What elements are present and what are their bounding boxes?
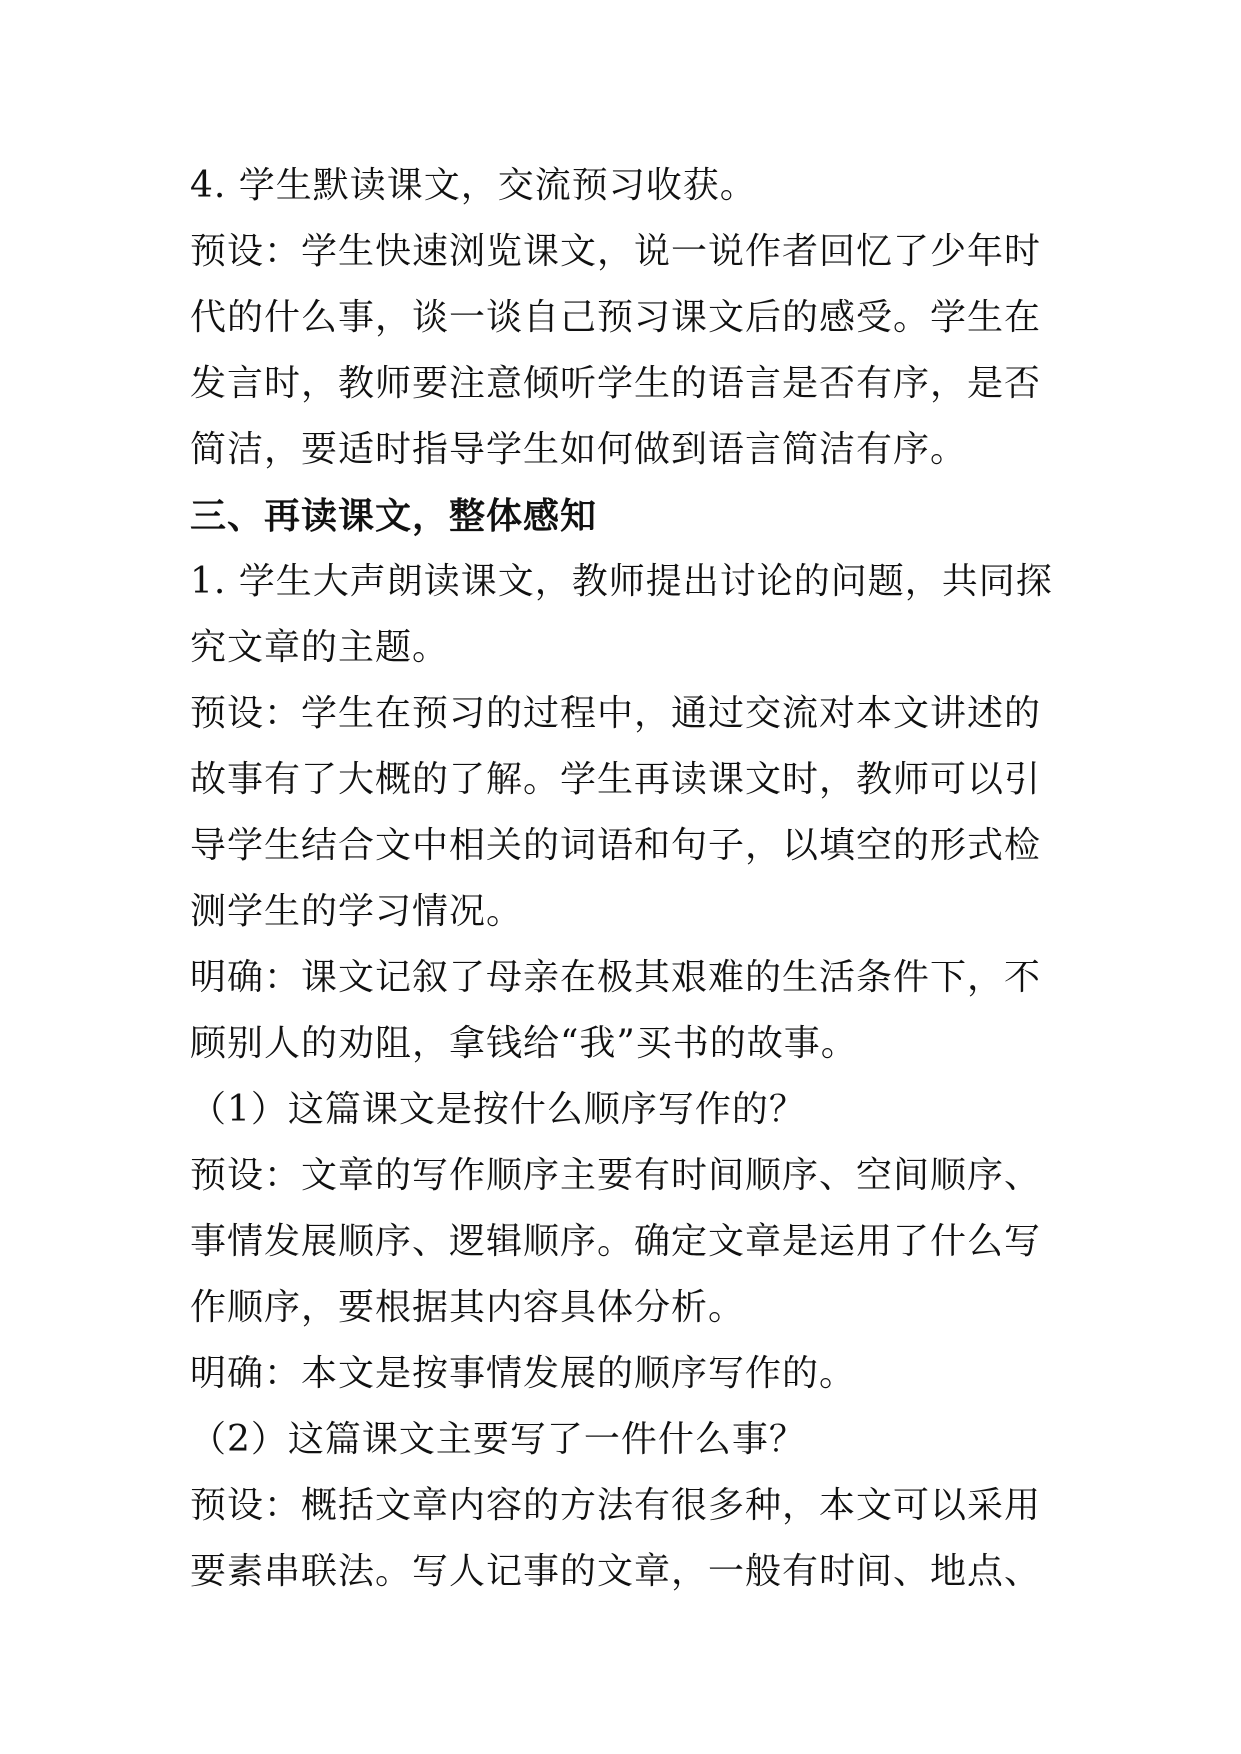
text-line: 预设：概括文章内容的方法有很多种，本文可以采用: [190, 1485, 1042, 1526]
text-line: 究文章的主题。: [190, 627, 450, 668]
text-line: （2）这篇课文主要写了一件什么事？: [190, 1419, 806, 1460]
text-line: 测学生的学习情况。: [190, 891, 524, 932]
section-heading: 三、再读课文，整体感知: [190, 495, 598, 537]
text-line: 明确：本文是按事情发展的顺序写作的。: [190, 1353, 857, 1394]
text-line: 代的什么事，谈一谈自己预习课文后的感受。学生在: [190, 297, 1042, 338]
text-line: 预设：学生在预习的过程中，通过交流对本文讲述的: [190, 693, 1042, 734]
text-line: 顾别人的劝阻，拿钱给“我”买书的故事。: [190, 1023, 858, 1064]
text-line: （1）这篇课文是按什么顺序写作的？: [190, 1089, 806, 1130]
text-line: 故事有了大概的了解。学生再读课文时，教师可以引: [190, 759, 1042, 800]
text-line: 作顺序，要根据其内容具体分析。: [190, 1287, 746, 1328]
text-line: 1. 学生大声朗读课文，教师提出讨论的问题，共同探: [190, 561, 1053, 602]
text-line: 预设：学生快速浏览课文，说一说作者回忆了少年时: [190, 231, 1042, 272]
text-line: 导学生结合文中相关的词语和句子，以填空的形式检: [190, 825, 1042, 866]
document-body: [190, 153, 1060, 1605]
text-line: 预设：文章的写作顺序主要有时间顺序、空间顺序、: [190, 1155, 1042, 1196]
text-line: 要素串联法。写人记事的文章，一般有时间、地点、: [190, 1551, 1042, 1592]
text-line: 事情发展顺序、逻辑顺序。确定文章是运用了什么写: [190, 1221, 1042, 1262]
text-line: 发言时，教师要注意倾听学生的语言是否有序，是否: [190, 363, 1042, 404]
text-line: 简洁，要适时指导学生如何做到语言简洁有序。: [190, 429, 968, 470]
text-line: 4. 学生默读课文，交流预习收获。: [190, 165, 757, 206]
text-line: 明确：课文记叙了母亲在极其艰难的生活条件下，不: [190, 957, 1042, 998]
